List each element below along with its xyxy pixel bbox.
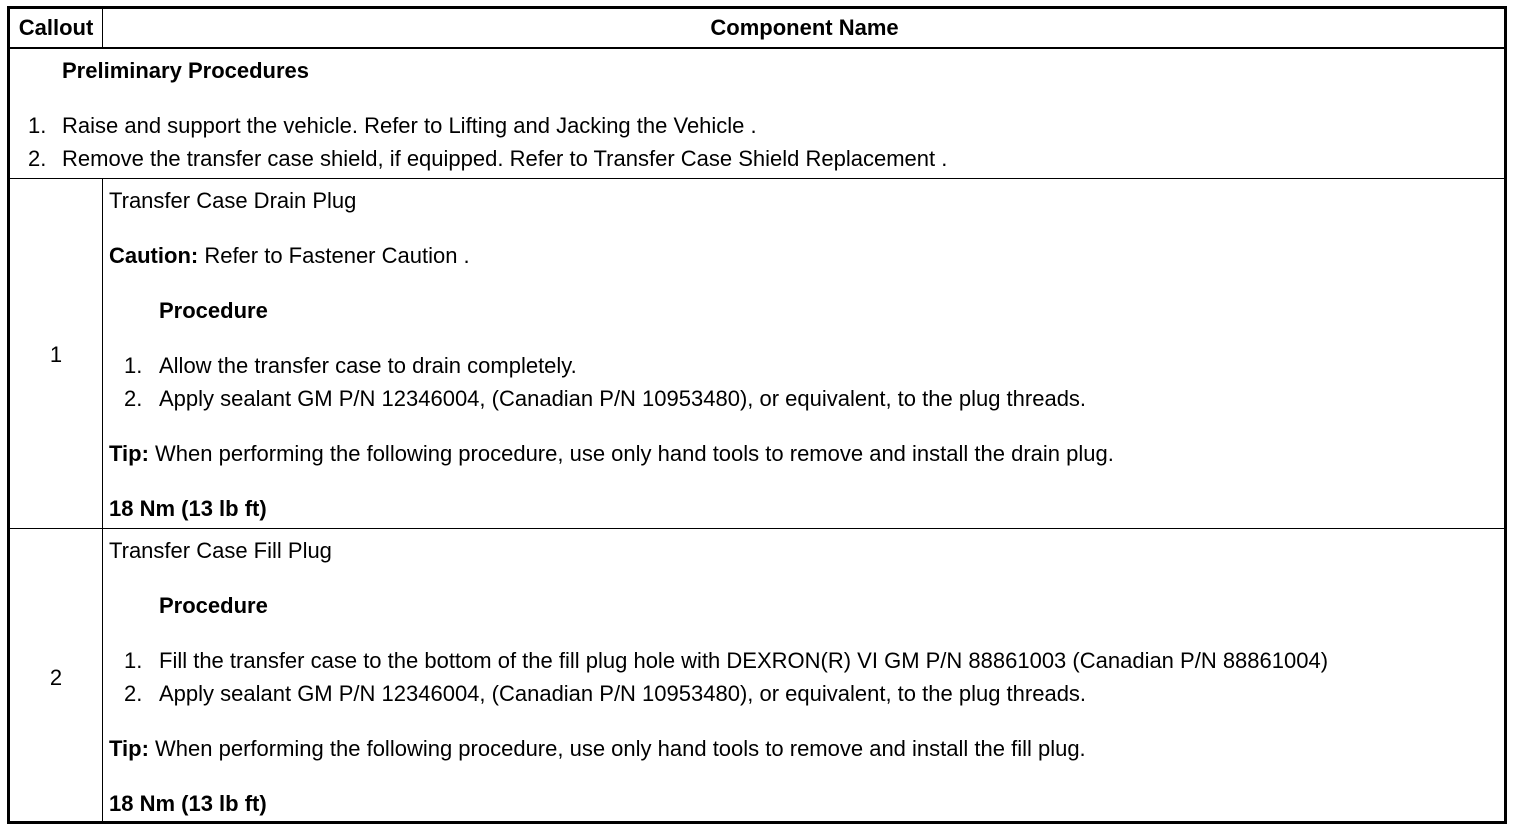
procedure-step-text: Apply sealant GM P/N 12346004, (Canadian P/N 10953480), or equivalent, to the plug threads. — [159, 681, 1087, 706]
procedure-step-number: 1. — [124, 353, 143, 378]
procedure-step-text: Allow the transfer case to drain completely. — [159, 353, 577, 378]
preliminary-step-number: 2. — [28, 146, 47, 171]
procedure-step-text: Fill the transfer case to the bottom of the fill plug hole with DEXRON(R) VI GM P/N 88861003 (Canadian P/N 88861004) — [159, 648, 1329, 673]
tip-note — [109, 441, 1114, 467]
header-callout: Callout — [18, 15, 94, 40]
caution-note — [109, 243, 470, 269]
header-component-name: Component Name — [710, 15, 899, 40]
caution-text: Refer to Fastener Caution . — [198, 243, 470, 268]
procedure-title: Procedure — [159, 593, 268, 618]
preliminary-step-number: 1. — [28, 113, 47, 138]
header-bottom-border — [8, 47, 1506, 49]
preliminary-step-text: Remove the transfer case shield, if equipped. Refer to Transfer Case Shield Replacement . — [62, 146, 948, 171]
callout-number: 2 — [49, 665, 63, 690]
row-1-bottom-border — [8, 528, 1506, 529]
tip-label: Tip: — [109, 441, 149, 466]
tip-label: Tip: — [109, 736, 149, 761]
caution-label: Caution: — [109, 243, 199, 268]
preliminary-title: Preliminary Procedures — [62, 58, 310, 83]
torque-spec: 18 Nm (13 lb ft) — [109, 791, 267, 816]
component-name: Transfer Case Fill Plug — [109, 538, 332, 563]
procedure-step-text: Apply sealant GM P/N 12346004, (Canadian P/N 10953480), or equivalent, to the plug threads. — [159, 386, 1087, 411]
tip-note — [109, 736, 1086, 762]
torque-spec: 18 Nm (13 lb ft) — [109, 496, 267, 521]
procedure-step-number: 1. — [124, 648, 143, 673]
procedure-title: Procedure — [159, 298, 268, 323]
tip-text: When performing the following procedure, use only hand tools to remove and install the fill plug. — [148, 736, 1086, 761]
callout-number: 1 — [49, 342, 63, 367]
procedure-step-number: 2. — [124, 681, 143, 706]
procedure-step-number: 2. — [124, 386, 143, 411]
preliminary-step-text: Raise and support the vehicle. Refer to Lifting and Jacking the Vehicle . — [62, 113, 757, 138]
tip-text: When performing the following procedure, use only hand tools to remove and install the drain plug. — [148, 441, 1114, 466]
component-name: Transfer Case Drain Plug — [109, 188, 357, 213]
preliminary-bottom-border — [8, 178, 1506, 179]
column-divider-body — [102, 179, 103, 822]
